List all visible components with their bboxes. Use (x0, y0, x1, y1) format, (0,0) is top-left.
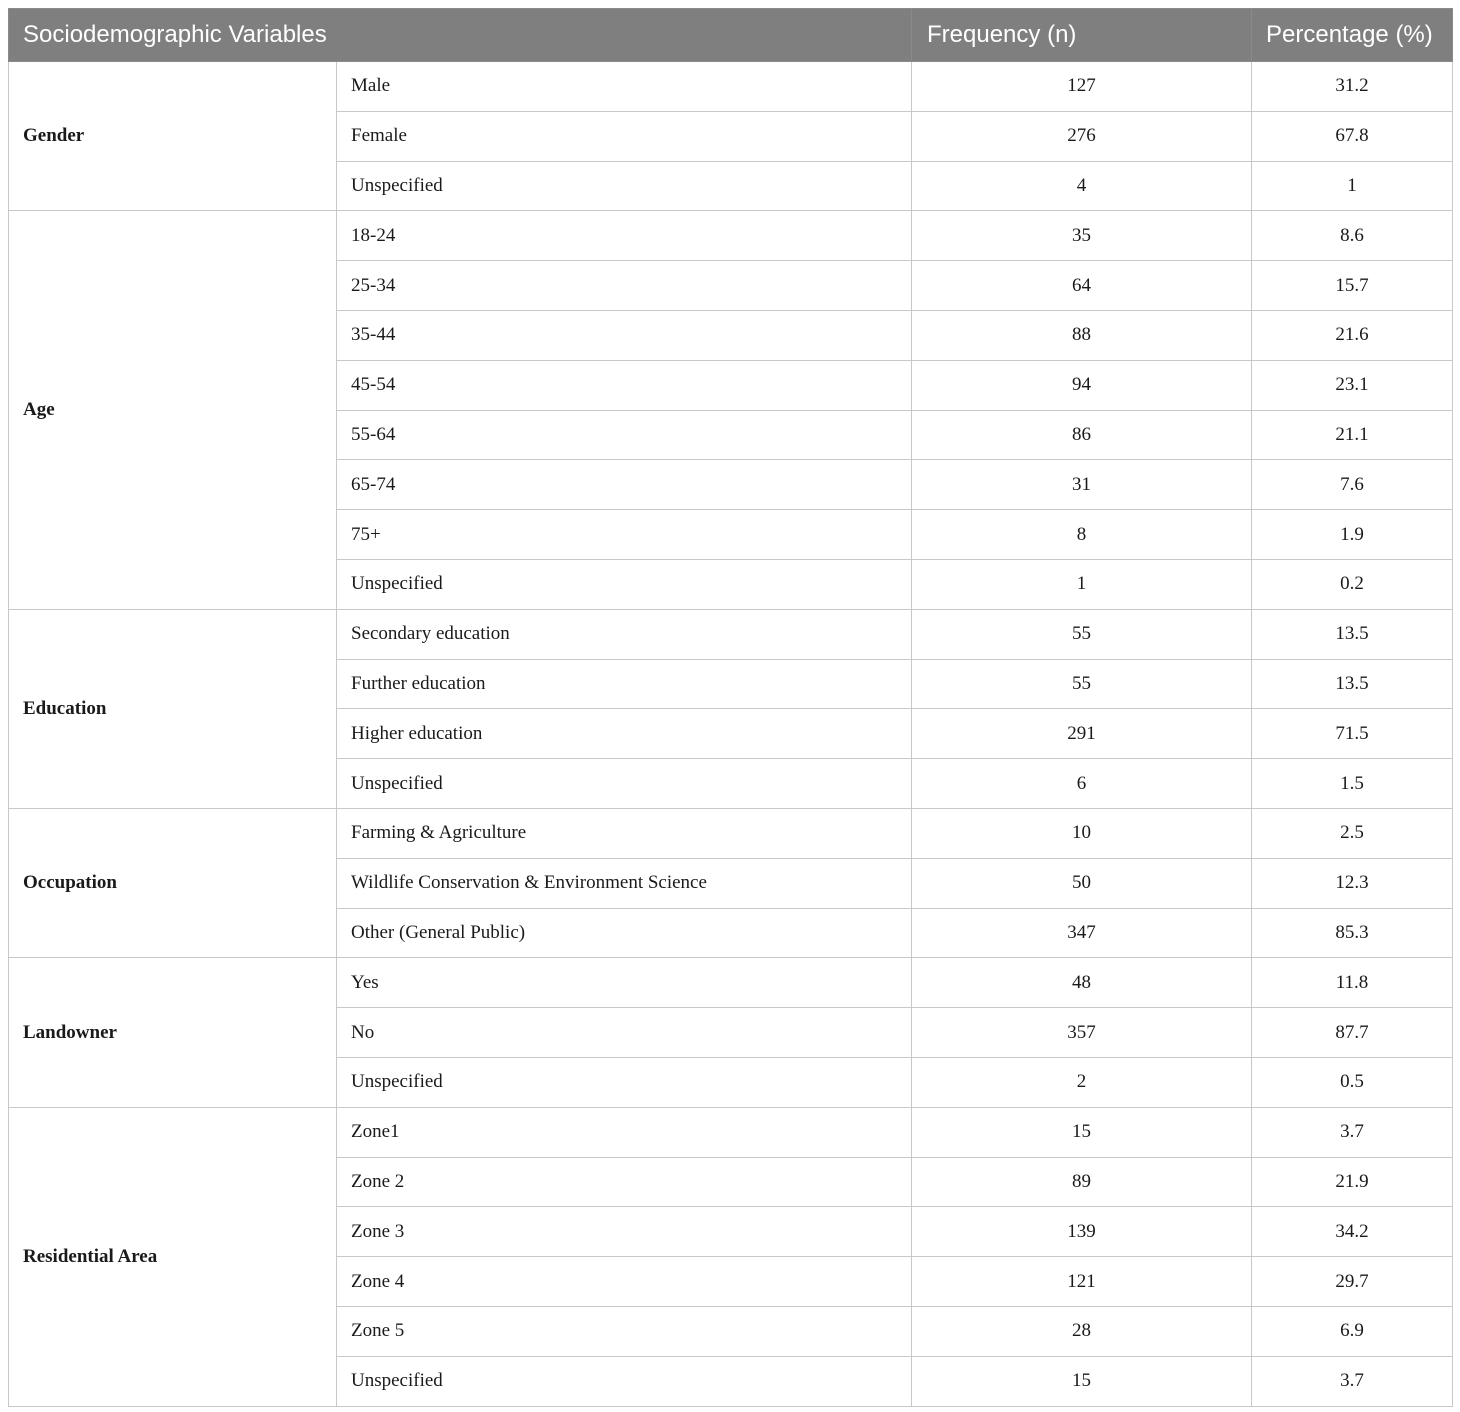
category-cell: Zone 3 (337, 1207, 912, 1257)
category-cell: Unspecified (337, 161, 912, 211)
frequency-cell: 121 (912, 1257, 1252, 1307)
frequency-cell: 28 (912, 1306, 1252, 1356)
category-cell: Unspecified (337, 1356, 912, 1406)
category-cell: 25-34 (337, 261, 912, 311)
percentage-cell: 85.3 (1252, 908, 1453, 958)
category-cell: Further education (337, 659, 912, 709)
group-label: Residential Area (9, 1107, 337, 1406)
frequency-cell: 347 (912, 908, 1252, 958)
frequency-cell: 86 (912, 410, 1252, 460)
category-cell: 18-24 (337, 211, 912, 261)
header-row (9, 9, 1453, 62)
percentage-cell: 3.7 (1252, 1107, 1453, 1157)
percentage-cell: 15.7 (1252, 261, 1453, 311)
percentage-cell: 11.8 (1252, 958, 1453, 1008)
category-cell: Unspecified (337, 559, 912, 609)
table-header (9, 9, 1453, 62)
percentage-cell: 31.2 (1252, 62, 1453, 112)
header-variables: Sociodemographic Variables (9, 9, 912, 62)
frequency-cell: 55 (912, 609, 1252, 659)
percentage-cell: 67.8 (1252, 111, 1453, 161)
frequency-cell: 139 (912, 1207, 1252, 1257)
percentage-cell: 1.9 (1252, 510, 1453, 560)
header-frequency: Frequency (n) (912, 9, 1252, 62)
category-cell: Unspecified (337, 1057, 912, 1107)
frequency-cell: 48 (912, 958, 1252, 1008)
table-row (9, 609, 1453, 659)
percentage-cell: 21.1 (1252, 410, 1453, 460)
frequency-cell: 4 (912, 161, 1252, 211)
frequency-cell: 6 (912, 759, 1252, 809)
header-percentage: Percentage (%) (1252, 9, 1453, 62)
category-cell: Zone 2 (337, 1157, 912, 1207)
frequency-cell: 50 (912, 858, 1252, 908)
percentage-cell: 34.2 (1252, 1207, 1453, 1257)
percentage-cell: 87.7 (1252, 1008, 1453, 1058)
percentage-cell: 1 (1252, 161, 1453, 211)
table-row (9, 958, 1453, 1008)
frequency-cell: 89 (912, 1157, 1252, 1207)
frequency-cell: 276 (912, 111, 1252, 161)
percentage-cell: 13.5 (1252, 609, 1453, 659)
frequency-cell: 15 (912, 1107, 1252, 1157)
percentage-cell: 21.9 (1252, 1157, 1453, 1207)
category-cell: 65-74 (337, 460, 912, 510)
percentage-cell: 0.2 (1252, 559, 1453, 609)
percentage-cell: 1.5 (1252, 759, 1453, 809)
percentage-cell: 21.6 (1252, 310, 1453, 360)
percentage-cell: 7.6 (1252, 460, 1453, 510)
category-cell: Zone1 (337, 1107, 912, 1157)
sociodemographic-table (8, 8, 1453, 1407)
category-cell: Female (337, 111, 912, 161)
category-cell: Male (337, 62, 912, 112)
frequency-cell: 94 (912, 360, 1252, 410)
frequency-cell: 1 (912, 559, 1252, 609)
frequency-cell: 88 (912, 310, 1252, 360)
table-body (9, 62, 1453, 1407)
percentage-cell: 29.7 (1252, 1257, 1453, 1307)
frequency-cell: 10 (912, 808, 1252, 858)
percentage-cell: 12.3 (1252, 858, 1453, 908)
frequency-cell: 35 (912, 211, 1252, 261)
category-cell: 75+ (337, 510, 912, 560)
table-row (9, 808, 1453, 858)
percentage-cell: 0.5 (1252, 1057, 1453, 1107)
frequency-cell: 291 (912, 709, 1252, 759)
category-cell: Farming & Agriculture (337, 808, 912, 858)
percentage-cell: 3.7 (1252, 1356, 1453, 1406)
percentage-cell: 71.5 (1252, 709, 1453, 759)
group-label: Age (9, 211, 337, 609)
frequency-cell: 8 (912, 510, 1252, 560)
percentage-cell: 2.5 (1252, 808, 1453, 858)
frequency-cell: 127 (912, 62, 1252, 112)
category-cell: Other (General Public) (337, 908, 912, 958)
group-label: Landowner (9, 958, 337, 1107)
category-cell: Secondary education (337, 609, 912, 659)
frequency-cell: 31 (912, 460, 1252, 510)
percentage-cell: 23.1 (1252, 360, 1453, 410)
category-cell: Zone 5 (337, 1306, 912, 1356)
category-cell: Yes (337, 958, 912, 1008)
category-cell: 45-54 (337, 360, 912, 410)
category-cell: Higher education (337, 709, 912, 759)
table-row (9, 211, 1453, 261)
category-cell: 55-64 (337, 410, 912, 460)
table-row (9, 1107, 1453, 1157)
category-cell: Zone 4 (337, 1257, 912, 1307)
table-row (9, 62, 1453, 112)
group-label: Occupation (9, 808, 337, 957)
group-label: Education (9, 609, 337, 808)
group-label: Gender (9, 62, 337, 211)
category-cell: 35-44 (337, 310, 912, 360)
percentage-cell: 8.6 (1252, 211, 1453, 261)
frequency-cell: 64 (912, 261, 1252, 311)
frequency-cell: 357 (912, 1008, 1252, 1058)
category-cell: No (337, 1008, 912, 1058)
frequency-cell: 15 (912, 1356, 1252, 1406)
percentage-cell: 13.5 (1252, 659, 1453, 709)
category-cell: Wildlife Conservation & Environment Science (337, 858, 912, 908)
percentage-cell: 6.9 (1252, 1306, 1453, 1356)
frequency-cell: 55 (912, 659, 1252, 709)
category-cell: Unspecified (337, 759, 912, 809)
frequency-cell: 2 (912, 1057, 1252, 1107)
